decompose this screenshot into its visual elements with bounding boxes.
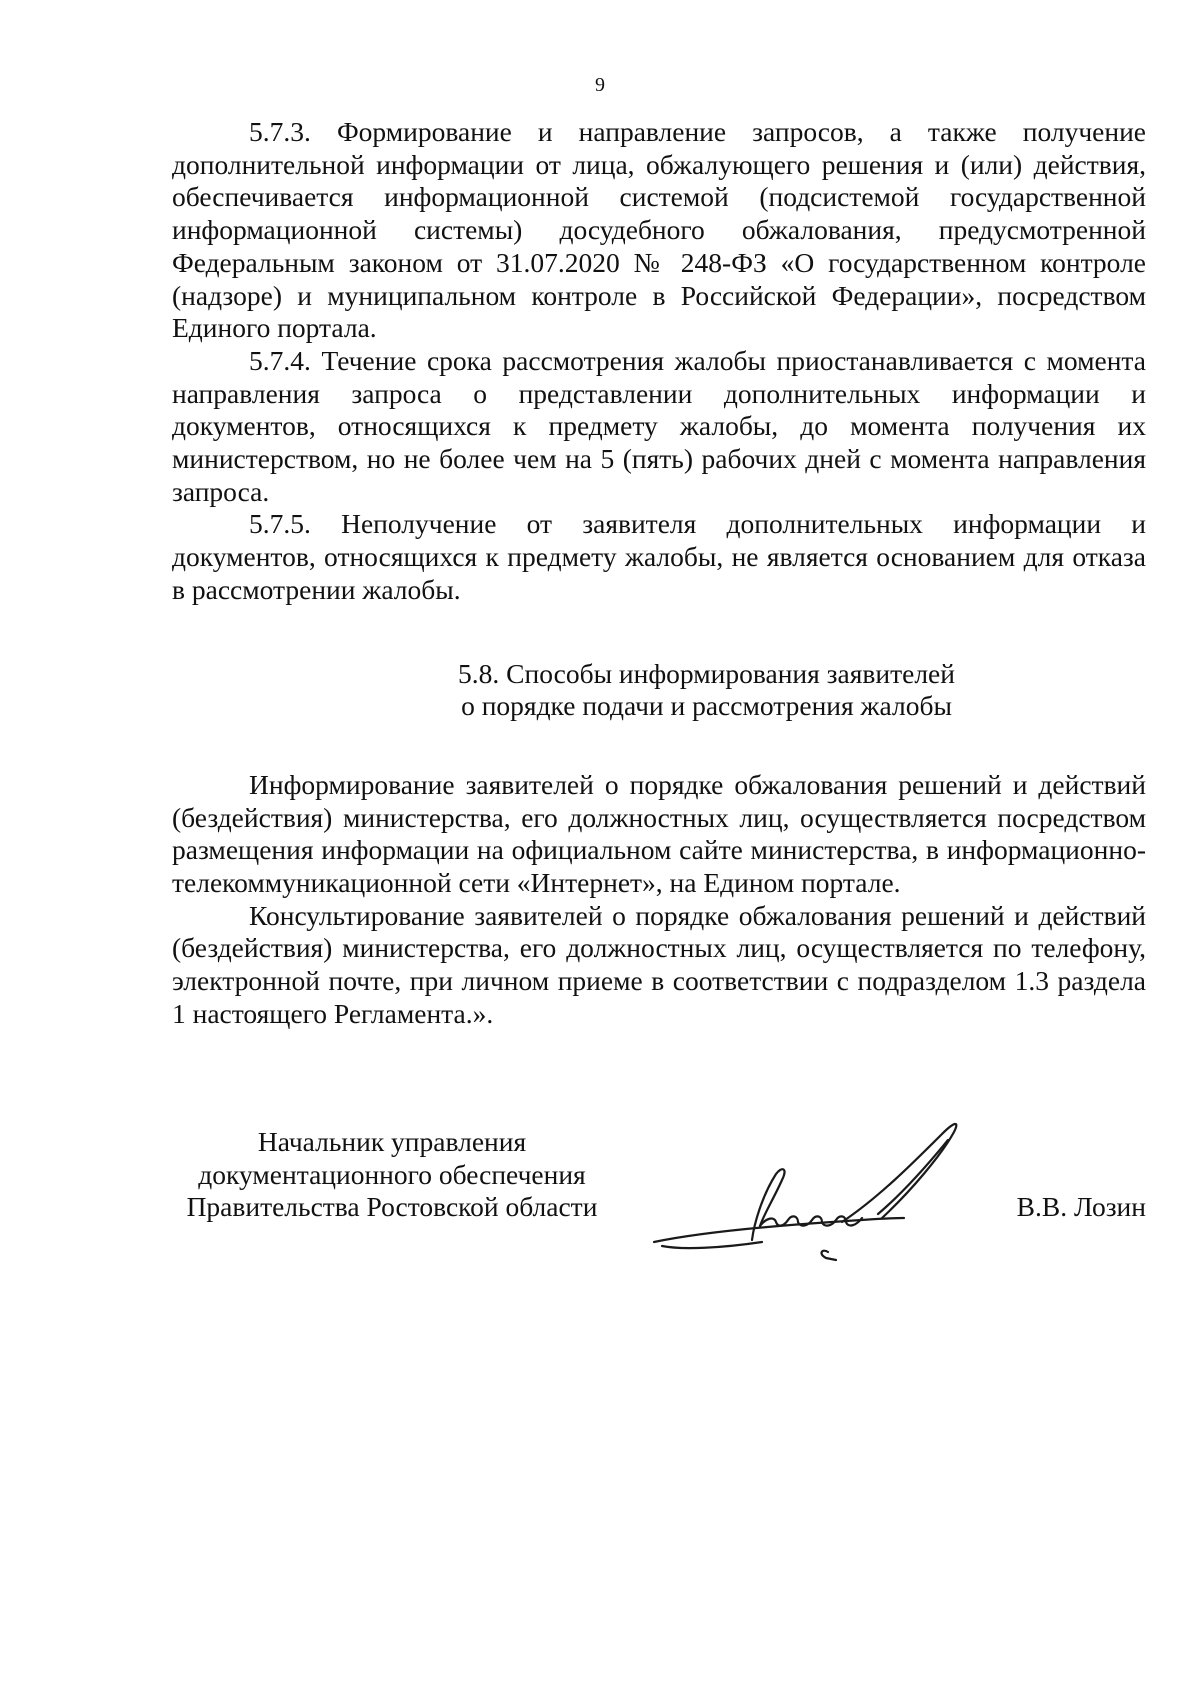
paragraph-5-7-5: 5.7.5. Неполучение от заявителя дополнительных информации и документов, относящихся к предмету жалобы, не является основанием для отказа в рассмотрении жалобы.: [172, 508, 1146, 605]
signatory-position-line-3: Правительства Ростовской области: [186, 1191, 598, 1222]
page-number: 9: [595, 74, 605, 96]
section-heading-line-1: 5.8. Способы информирования заявителей: [458, 657, 955, 689]
section-heading-line-2: о порядке подачи и рассмотрения жалобы: [461, 690, 952, 722]
section-heading-5-8: [172, 658, 1146, 723]
paragraph-informing: Информирование заявителей о порядке обжалования решений и действий (бездействия) министерства, его должностных лиц, осуществляется посредством размещения информации на официальном сайте министерства, в информационно-телекоммуникационной сети «Интернет», на Едином портале.: [172, 768, 1146, 899]
document-body: [172, 116, 1146, 1031]
signatory-position: [172, 1126, 612, 1224]
handwritten-signature: [642, 1114, 982, 1264]
signature-block: [172, 1126, 1146, 1266]
paragraph-5-7-4: 5.7.4. Течение срока рассмотрения жалобы приостанавливается с момента направления запроса о представлении дополнительных информации и документов, относящихся к предмету жалобы, до момента получения их министерством, но не более чем на 5 (пять) рабочих дней с момента направления запроса.: [172, 344, 1146, 507]
signatory-position-line-2: документационного обеспечения: [198, 1158, 586, 1190]
signatory-position-line-1: Начальник управления: [257, 1126, 527, 1157]
paragraph-5-7-3: 5.7.3. Формирование и направление запросов, а также получение дополнительной информации от лица, обжалующего решения и (или) действия, обеспечивается информационной системой (подсистемой государственной информационной системы) досудебного обжалования, предусмотренной Федеральным законом от 31.07.2020 № 248-ФЗ «О государственном контроле (надзоре) и муниципальном контроле в Российской Федерации», посредством Единого портала.: [172, 116, 1146, 344]
signatory-name: В.В. Лозин: [1016, 1191, 1146, 1222]
paragraph-consulting: Консультирование заявителей о порядке обжалования решений и действий (бездействия) министерства, его должностных лиц, осуществляется по телефону, электронной почте, при личном приеме в соответствии с подразделом 1.3 раздела 1 настоящего Регламента.».: [172, 899, 1146, 1029]
